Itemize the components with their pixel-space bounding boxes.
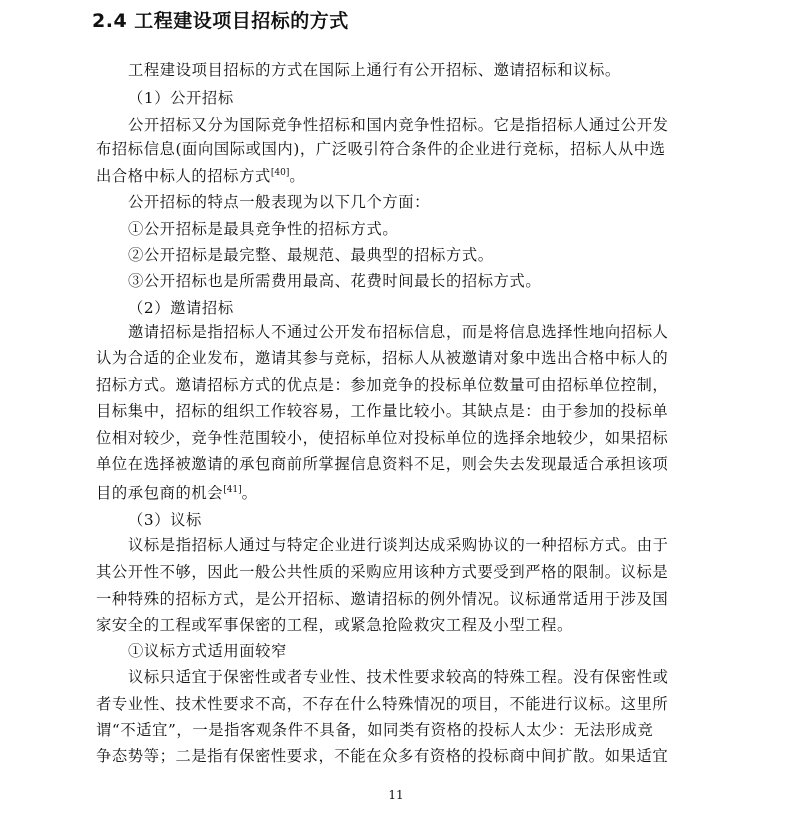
line-text: 其公开性不够，因此一般公共性质的采购应用该种方式要受到严格的限制。议标是 bbox=[96, 563, 669, 581]
line-text: 工程建设项目招标的方式在国际上通行有公开招标、邀请招标和议标。 bbox=[128, 61, 621, 79]
line-text: （1）公开招标 bbox=[128, 89, 234, 107]
line-text: 邀请招标是指招标人不通过公开发布招标信息，而是将信息选择性地向招标人 bbox=[128, 323, 669, 341]
paragraph-line bbox=[96, 428, 668, 448]
paragraph-line bbox=[128, 535, 669, 555]
list-item bbox=[128, 271, 541, 291]
list-item bbox=[128, 245, 494, 265]
paragraph-line bbox=[96, 163, 305, 186]
subsection-heading bbox=[128, 298, 234, 318]
line-text: 议标是指招标人通过与特定企业进行谈判达成采购协议的一种招标方式。由于 bbox=[128, 536, 669, 554]
line-text: ③公开招标也是所需费用最高、花费时间最长的招标方式。 bbox=[128, 272, 542, 290]
line-text: 谓“不适宜”，一是指客观条件不具备，如同类有资格的投标人太少：无法形成竞 bbox=[96, 721, 654, 739]
paragraph-line bbox=[128, 192, 430, 212]
line-text: 认为合适的企业发布，邀请其参与竞标，招标人从被邀请对象中选出合格中标人的 bbox=[96, 349, 669, 367]
line-text: （2）邀请招标 bbox=[128, 299, 234, 317]
paragraph-line bbox=[96, 746, 668, 766]
paragraph-line bbox=[96, 454, 668, 474]
line-text: 单位在选择被邀请的承包商前所掌握信息资料不足，则会失去发现最适合承担该项 bbox=[96, 455, 669, 473]
paragraph-line bbox=[96, 375, 668, 395]
paragraph-line bbox=[128, 115, 669, 135]
line-text: 。 bbox=[289, 167, 306, 185]
line-text: 位相对较少，竞争性范围较小，使招标单位对投标单位的选择余地较少，如果招标 bbox=[96, 429, 669, 447]
paragraph-line bbox=[96, 694, 668, 714]
line-text: ②公开招标是最完整、最规范、最典型的招标方式。 bbox=[128, 246, 494, 264]
citation-ref: [40] bbox=[270, 168, 290, 178]
line-text: （3）议标 bbox=[128, 511, 202, 529]
paragraph-line bbox=[96, 348, 668, 368]
subsection-heading bbox=[128, 88, 234, 108]
citation-ref: [41] bbox=[223, 485, 242, 495]
line-text: 。 bbox=[241, 484, 258, 502]
paragraph-line bbox=[128, 322, 669, 342]
line-text: 者专业性、技术性要求不高，不存在什么特殊情况的项目，不能进行议标。这里所 bbox=[96, 695, 669, 713]
paragraph-line bbox=[96, 562, 668, 582]
line-text: 目的承包商的机会 bbox=[96, 484, 224, 502]
paragraph-line bbox=[128, 667, 669, 687]
list-item bbox=[128, 219, 398, 239]
paragraph-line bbox=[96, 589, 668, 609]
page-number: 11 bbox=[388, 788, 404, 802]
line-text: 目标集中，招标的组织工作较容易，工作量比较小。其缺点是：由于参加的投标单 bbox=[96, 402, 669, 420]
line-text: ①公开招标是最具竞争性的招标方式。 bbox=[128, 220, 399, 238]
line-text: 布招标信息(面向国际或国内)，广泛吸引符合条件的企业进行竞标，招标人从中选 bbox=[96, 140, 666, 158]
line-text: ①议标方式适用面较窄 bbox=[128, 642, 287, 660]
line-text: 家安全的工程或军事保密的工程，或紧急抢险救灾工程及小型工程。 bbox=[96, 616, 573, 634]
line-text: 一种特殊的招标方式，是公开招标、邀请招标的例外情况。议标通常适用于涉及国 bbox=[96, 590, 669, 608]
paragraph-line bbox=[96, 401, 668, 421]
paragraph-line bbox=[96, 615, 573, 635]
paragraph-line bbox=[96, 720, 653, 740]
line-text: 公开招标的特点一般表现为以下几个方面： bbox=[128, 193, 431, 211]
line-text: 议标只适宜于保密性或者专业性、技术性要求较高的特殊工程。没有保密性或 bbox=[128, 668, 669, 686]
line-text: 公开招标又分为国际竞争性招标和国内竞争性招标。它是指招标人通过公开发 bbox=[128, 116, 669, 134]
line-text: 招标方式。邀请招标方式的优点是：参加竞争的投标单位数量可由招标单位控制， bbox=[96, 376, 669, 394]
paragraph-line bbox=[128, 60, 621, 80]
subsection-heading bbox=[128, 510, 202, 530]
list-item bbox=[128, 641, 287, 661]
paragraph-line bbox=[96, 480, 258, 503]
section-heading: 2.4 工程建设项目招标的方式 bbox=[92, 10, 349, 32]
line-text: 出合格中标人的招标方式 bbox=[96, 167, 271, 185]
paragraph-line bbox=[96, 139, 666, 159]
line-text: 争态势等；二是指有保密性要求，不能在众多有资格的投标商中间扩散。如果适宜 bbox=[96, 747, 669, 765]
